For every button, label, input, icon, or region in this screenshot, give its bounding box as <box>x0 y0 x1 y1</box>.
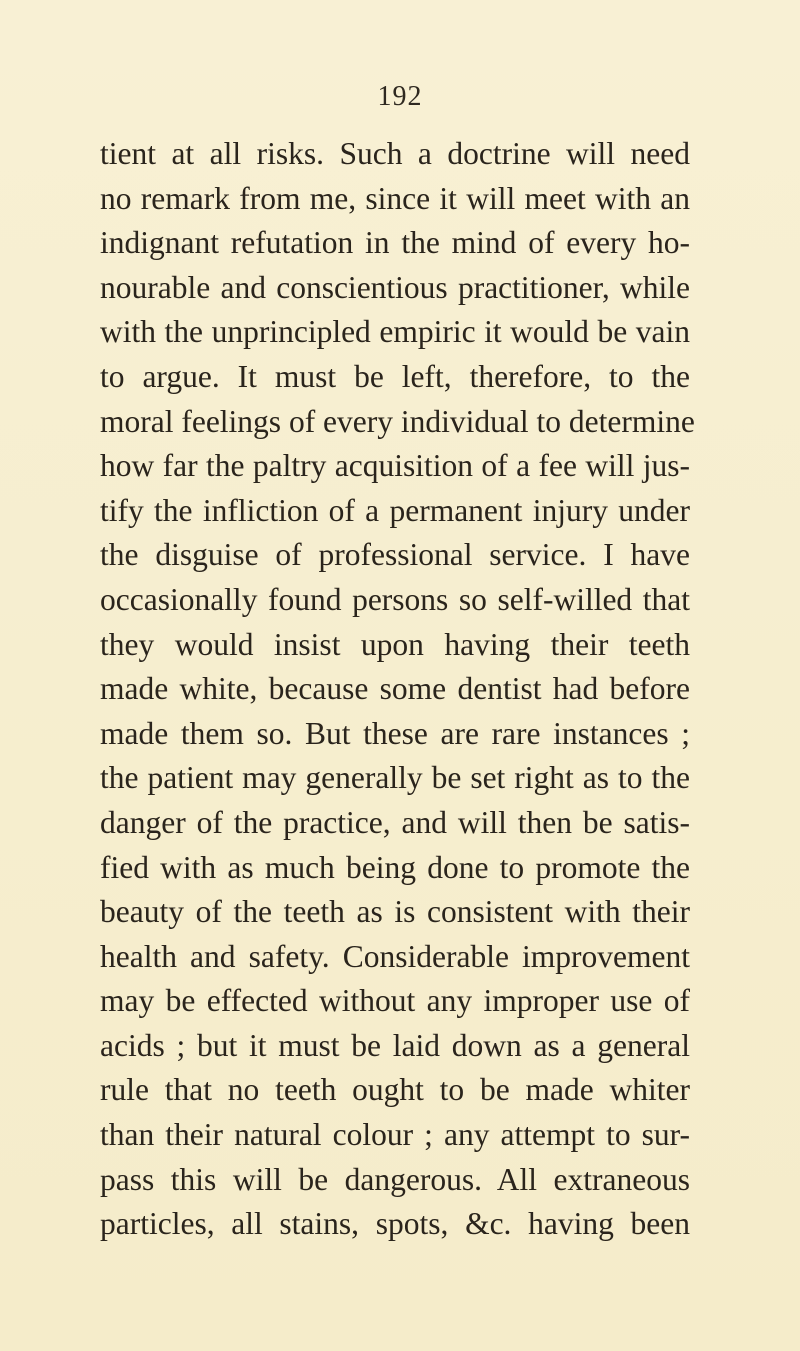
text-line: the patient may generally be set right as to the <box>100 760 690 796</box>
text-line: rule that no teeth ought to be made whiter <box>100 1072 690 1108</box>
text-line: pass this will be dangerous. All extraneous <box>100 1161 690 1197</box>
text-line: fied with as much being done to promote the <box>100 849 690 885</box>
text-line: indignant refutation in the mind of every ho- <box>100 225 690 261</box>
text-line: with the unprincipled empiric it would be vain <box>100 314 690 350</box>
text-line: how far the paltry acquisition of a fee will jus- <box>100 448 690 484</box>
text-line: than their natural colour ; any attempt to sur- <box>100 1117 690 1153</box>
text-line: tify the infliction of a permanent injury under <box>100 492 690 528</box>
text-line: moral feelings of every individual to determine <box>100 403 695 439</box>
text-line: beauty of the teeth as is consistent with their <box>100 894 690 930</box>
text-line: particles, all stains, spots, &c. having been <box>100 1206 690 1242</box>
body-text <box>100 132 695 1247</box>
text-line: no remark from me, since it will meet with an <box>100 180 690 216</box>
text-line: they would insist upon having their teeth <box>100 626 690 662</box>
text-line: made white, because some dentist had before <box>100 671 690 707</box>
text-line: occasionally found persons so self-willed that <box>100 581 690 617</box>
text-line: acids ; but it must be laid down as a general <box>100 1027 690 1063</box>
page-number: 192 <box>377 81 423 112</box>
text-line: health and safety. Considerable improvement <box>100 938 690 974</box>
text-line: made them so. But these are rare instances ; <box>100 715 690 751</box>
text-line: nourable and conscientious practitioner, while <box>100 269 690 305</box>
text-line: the disguise of professional service. I have <box>100 537 690 573</box>
text-line: tient at all risks. Such a doctrine will need <box>100 136 690 171</box>
text-line: may be effected without any improper use of <box>100 983 690 1019</box>
text-line: danger of the practice, and will then be satis- <box>100 804 690 840</box>
text-line: to argue. It must be left, therefore, to the <box>100 358 690 394</box>
